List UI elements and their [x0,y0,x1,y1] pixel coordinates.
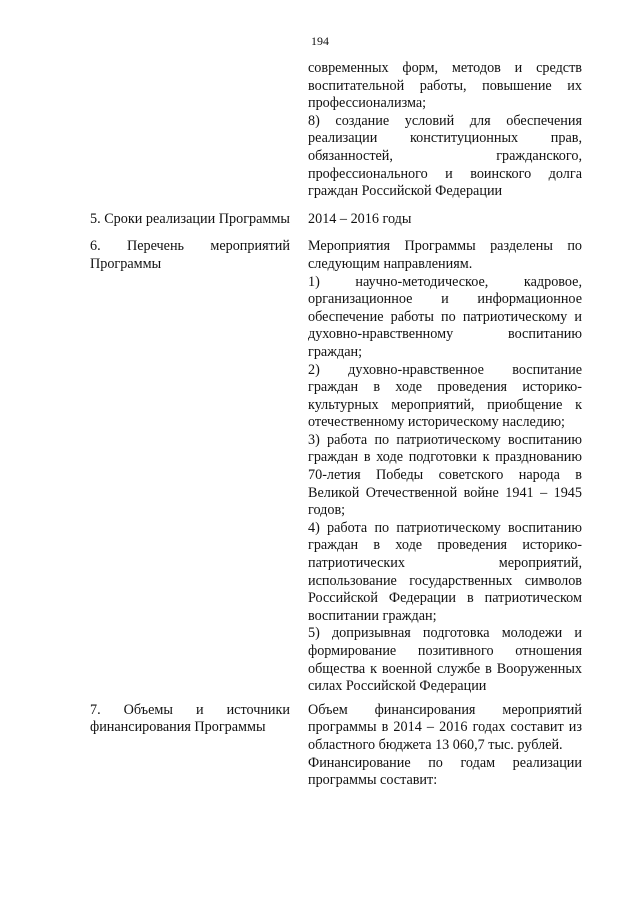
program-funding-value [308,702,582,790]
continuation-paragraph: 8) создание условий для обеспечения реализации конституционных прав, обязанностей, гражданского, профессионального и воинского долга граждан Российской Федерации [308,112,582,200]
funding-paragraph: Объем финансирования мероприятий программы в 2014 – 2016 годах составит из областного бюджета 13 060,7 тыс. рублей. [308,701,582,753]
activities-paragraph: 4) работа по патриотическому воспитанию граждан в ходе проведения историко-патриотических мероприятий, использование государственных символов Российской Федерации в патриотическом воспитании граждан; [308,519,582,624]
program-activities-value [308,238,582,695]
activities-paragraph: 1) научно-методическое, кадровое, организационное и информационное обеспечение работы по патриотическому и духовно-нравственному воспитанию граждан; [308,273,582,360]
program-terms-paragraph: 2014 – 2016 годы [308,210,412,227]
continuation-row [90,60,582,201]
continuation-value-cell [308,60,582,201]
activities-paragraph: 5) допризывная подготовка молодежи и формирование позитивного отношения общества к военной службе в Вооруженных силах Российской Федерации [308,625,582,695]
activities-paragraph: Мероприятия Программы разделены по следующим направлениям. [308,238,582,272]
program-activities-row [90,238,582,695]
activities-paragraph: 2) духовно-нравственное воспитание граждан в ходе проведения историко-культурных мероприятий, приобщение к отечественному историческому наследию; [308,361,582,431]
program-passport-table [90,60,582,790]
program-terms-value [308,211,582,229]
program-terms-row [90,211,582,229]
program-funding-row [90,702,582,790]
program-terms-label: 5. Сроки реализации Программы [90,210,290,227]
funding-paragraph: Финансирование по годам реализации программы составит: [308,754,582,789]
program-activities-label: 6. Перечень мероприятий Программы [90,238,290,272]
program-funding-label: 7. Объемы и источники финансирования Программы [90,701,290,736]
activities-paragraph: 3) работа по патриотическому воспитанию граждан в ходе подготовки к празднованию 70-летия Победы советского народа в Великой Отечественной войне 1941 – 1945 годов; [308,431,582,519]
page-number: 194 [311,34,329,48]
continuation-paragraph: современных форм, методов и средств воспитательной работы, повышение их профессионализма; [308,60,582,112]
